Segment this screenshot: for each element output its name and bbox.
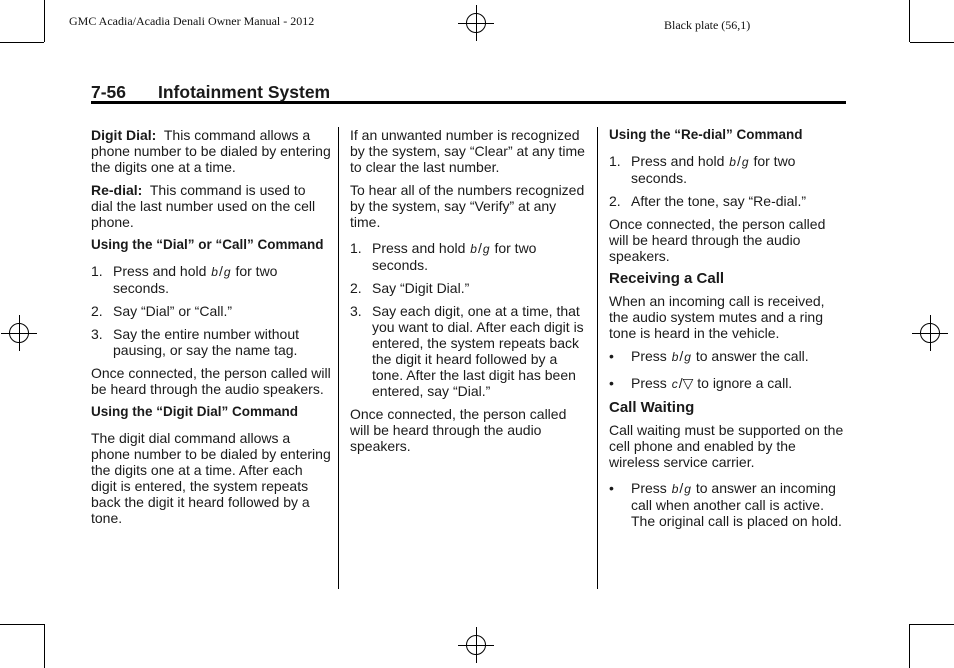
phone-icon: b xyxy=(211,265,218,279)
crop-mark xyxy=(44,624,45,668)
registration-mark-top xyxy=(458,5,494,41)
bullet: • xyxy=(609,480,614,496)
manual-title: GMC Acadia/Acadia Denali Owner Manual - 2012 xyxy=(69,14,315,28)
separator: / xyxy=(736,153,741,169)
text: After the tone, say “Re-dial.” xyxy=(631,193,807,209)
list-item xyxy=(91,263,331,296)
list-item xyxy=(350,280,586,296)
text: for two seconds. xyxy=(372,240,537,273)
bullet: • xyxy=(609,348,614,364)
text: Press and hold xyxy=(113,263,207,279)
text: Say “Dial” or “Call.” xyxy=(113,303,233,319)
registration-mark-right xyxy=(912,315,948,351)
phone-icon: b xyxy=(470,242,477,256)
text: Say each digit, one at a time, that you want to dial. After each digit is entered, the system repeats back the digit it heard followed by a tone. After the last digit has been entered, say “Dial.” xyxy=(372,303,584,399)
bullet: • xyxy=(609,375,614,391)
text: Press xyxy=(631,375,667,391)
paragraph: The digit dial command allows a phone number to be dialed by entering the digits one at a time. After each digit is entered, the system repeats back the digit it heard followed by a tone. xyxy=(91,430,331,526)
step-number: 2. xyxy=(350,280,362,296)
phone-icon: b xyxy=(671,350,679,364)
column-3 xyxy=(609,127,847,536)
crop-mark xyxy=(44,0,45,42)
text: Press and hold xyxy=(372,240,466,256)
voice-icon: g xyxy=(223,265,231,279)
step-number: 1. xyxy=(350,240,362,256)
crop-mark xyxy=(909,624,910,668)
step-number: 2. xyxy=(91,303,103,319)
paragraph: Once connected, the person called will be heard through the audio speakers. xyxy=(350,406,567,454)
paragraph: If an unwanted number is recognized by the system, say “Clear” at any time to clear the last number. xyxy=(350,127,585,175)
text: Say “Digit Dial.” xyxy=(372,280,470,296)
page-heading xyxy=(91,82,846,104)
term-digit-dial: Digit Dial: xyxy=(91,127,157,143)
separator: / xyxy=(477,240,482,256)
hang-up-icon: c xyxy=(671,377,678,391)
text: to ignore a call. xyxy=(697,375,793,391)
subheading: Using the “Digit Dial” Command xyxy=(91,404,299,419)
step-number: 1. xyxy=(91,263,103,279)
crop-mark xyxy=(910,624,954,625)
step-number: 3. xyxy=(91,326,103,342)
text: to answer the call. xyxy=(695,348,809,364)
step-number: 3. xyxy=(350,303,362,319)
step-number: 1. xyxy=(609,153,621,169)
step-number: 2. xyxy=(609,193,621,209)
voice-icon: g xyxy=(482,242,490,256)
term-re-dial: Re-dial: xyxy=(91,182,143,198)
list-item xyxy=(609,153,847,186)
voice-icon: g xyxy=(684,350,691,364)
paragraph xyxy=(91,127,331,175)
crop-mark xyxy=(0,624,44,625)
registration-mark-bottom xyxy=(458,627,494,663)
bullet-item xyxy=(609,375,847,392)
text: for two seconds. xyxy=(631,153,796,186)
phone-icon: b xyxy=(729,155,736,169)
text: Press xyxy=(631,348,667,364)
down-triangle-icon: ▽ xyxy=(682,375,694,391)
text: Say the entire number without pausing, or say the name tag. xyxy=(113,326,299,358)
column-1 xyxy=(91,127,331,533)
text: Press xyxy=(631,480,667,496)
plate-label: Black plate (56,1) xyxy=(664,18,751,32)
crop-mark xyxy=(909,0,910,42)
list-item xyxy=(350,240,586,273)
text: This command is used to dial the last number used on the cell phone. xyxy=(91,182,316,230)
crop-mark xyxy=(910,42,954,43)
list-item xyxy=(91,303,331,319)
text: to answer an incoming call when another call is active. The original call is placed on hold. xyxy=(631,480,842,529)
list-item xyxy=(350,303,586,399)
column-2 xyxy=(350,127,586,461)
paragraph: When an incoming call is received, the audio system mutes and a ring tone is heard in the vehicle. xyxy=(609,293,825,341)
bullet-item xyxy=(609,348,847,365)
separator: / xyxy=(218,263,223,279)
separator: / xyxy=(679,480,684,496)
voice-icon: g xyxy=(684,482,691,496)
section-title: Infotainment System xyxy=(158,82,331,102)
paragraph: Once connected, the person called will be heard through the audio speakers. xyxy=(91,365,331,397)
paragraph: Call waiting must be supported on the cell phone and enabled by the wireless service carrier. xyxy=(609,422,844,470)
text: for two seconds. xyxy=(113,263,278,296)
registration-mark-left xyxy=(1,315,37,351)
paragraph xyxy=(91,182,331,230)
heading-receiving-a-call: Receiving a Call xyxy=(609,270,725,287)
list-item xyxy=(91,326,331,358)
separator: / xyxy=(679,348,684,364)
phone-icon: b xyxy=(671,482,679,496)
page-number: 7-56 xyxy=(91,82,127,102)
column-divider xyxy=(597,127,598,589)
paragraph: Once connected, the person called will be heard through the audio speakers. xyxy=(609,216,826,264)
column-divider xyxy=(338,127,339,589)
text: This command allows a phone number to be dialed by entering the digits one at a time. xyxy=(91,127,331,175)
crop-mark xyxy=(0,42,44,43)
paragraph: To hear all of the numbers recognized by the system, say “Verify” at any time. xyxy=(350,182,585,230)
voice-icon: g xyxy=(741,155,749,169)
list-item xyxy=(609,193,847,209)
subheading: Using the “Dial” or “Call” Command xyxy=(91,237,324,252)
bullet-item xyxy=(609,480,847,529)
separator: / xyxy=(678,375,683,391)
text: Press and hold xyxy=(631,153,725,169)
heading-call-waiting: Call Waiting xyxy=(609,399,695,416)
subheading: Using the “Re-dial” Command xyxy=(609,127,803,142)
